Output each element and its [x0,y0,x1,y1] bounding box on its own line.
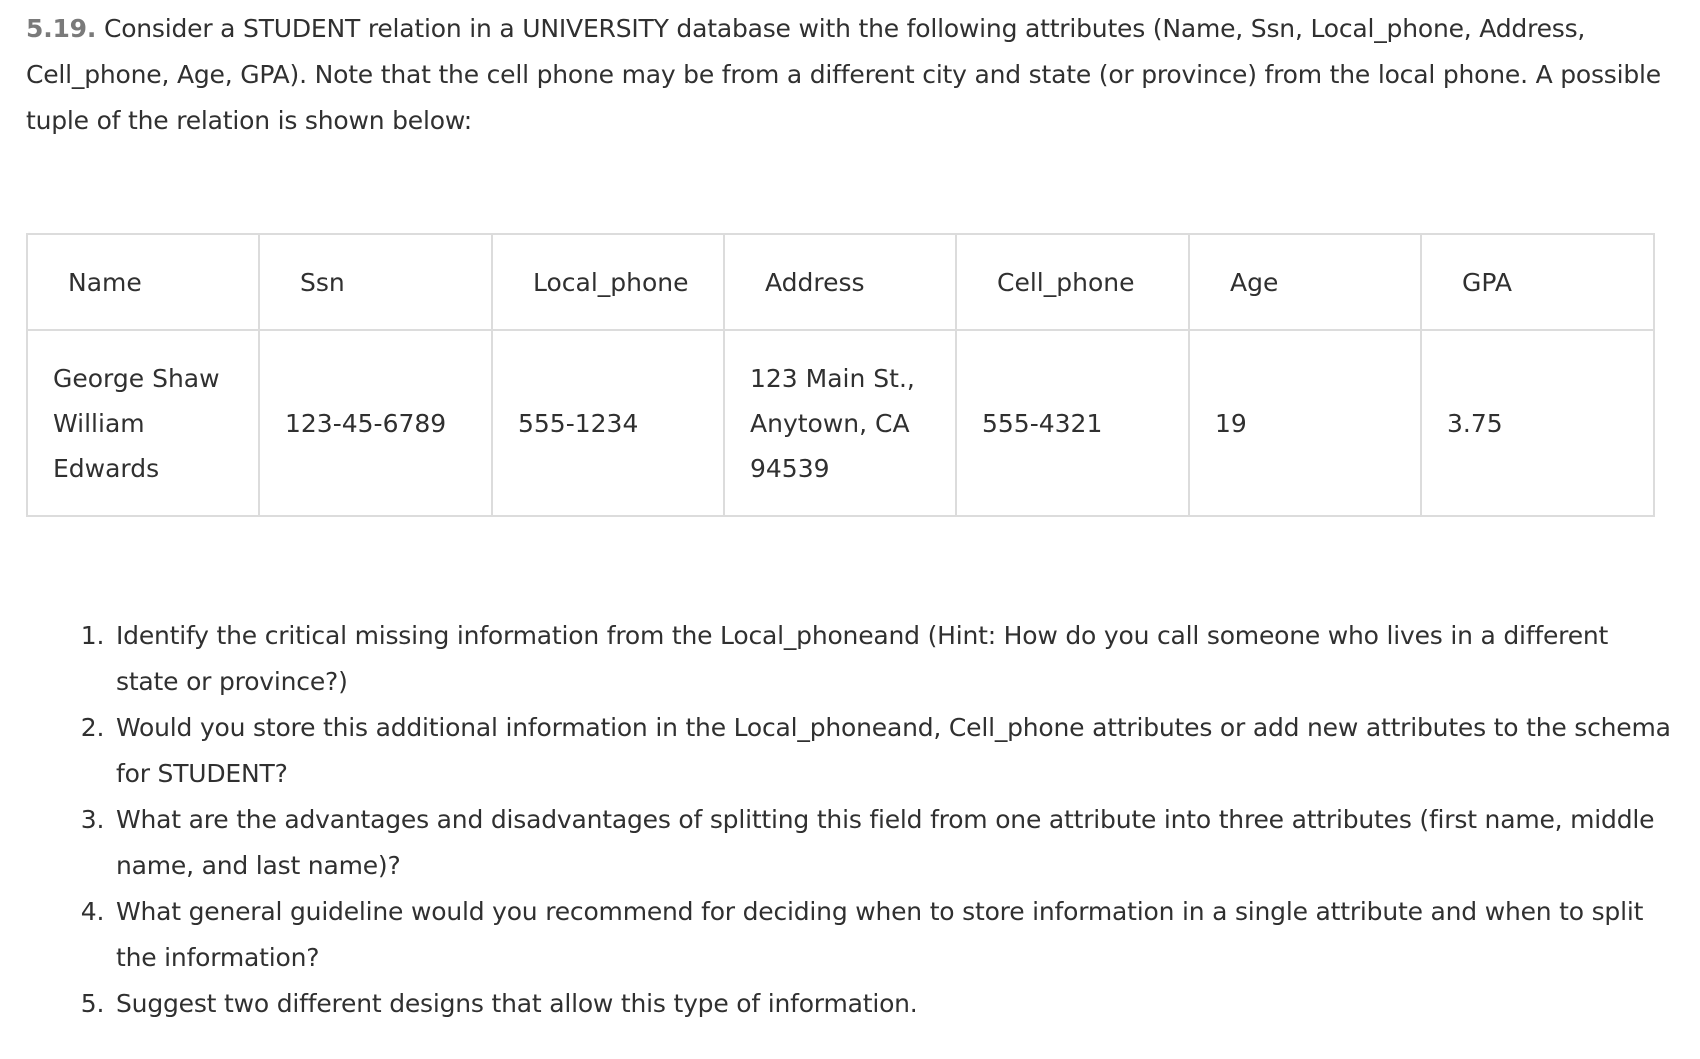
question-list [26,613,1672,1027]
cell-cell-phone: 555-4321 [956,330,1189,516]
list-item: 3. What are the advantages and disadvantages of splitting this field from one attribute into three attributes (first name, middle name, and last name)? [112,797,1672,889]
problem-container [26,0,1671,1018]
list-item: 5. Suggest two different designs that allow this type of information. [112,981,1672,1027]
table-header-row [27,234,1654,330]
header-address: Address [724,234,956,330]
header-age: Age [1189,234,1421,330]
cell-name: George Shaw William Edwards [27,330,259,516]
cell-age: 19 [1189,330,1421,516]
cell-gpa: 3.75 [1421,330,1654,516]
table-row [27,330,1654,516]
cell-ssn: 123-45-6789 [259,330,492,516]
list-item: 2. Would you store this additional information in the Local_phoneand, Cell_phone attributes or add new attributes to the schema for STUDENT? [112,705,1672,797]
student-tuple-table [26,233,1655,517]
problem-intro-text: Consider a STUDENT relation in a UNIVERSITY database with the following attributes (Name, Ssn, Local_phone, Address, Cell_phone, Age, GPA). Note that the cell phone may be from a different city and state (or province) from the local phone. A possible tuple of the relation is shown below: [26,14,1661,135]
list-item: 4. What general guideline would you recommend for deciding when to store information in a single attribute and when to split the information? [112,889,1672,981]
header-ssn: Ssn [259,234,492,330]
header-gpa: GPA [1421,234,1654,330]
list-item: 1. Identify the critical missing information from the Local_phoneand (Hint: How do you call someone who lives in a different state or province?) [112,613,1672,705]
header-local-phone: Local_phone [492,234,724,330]
header-name: Name [27,234,259,330]
cell-local-phone: 555-1234 [492,330,724,516]
header-cell-phone: Cell_phone [956,234,1189,330]
problem-number: 5.19. [26,14,97,43]
problem-intro [26,0,1666,144]
cell-address: 123 Main St., Anytown, CA 94539 [724,330,956,516]
